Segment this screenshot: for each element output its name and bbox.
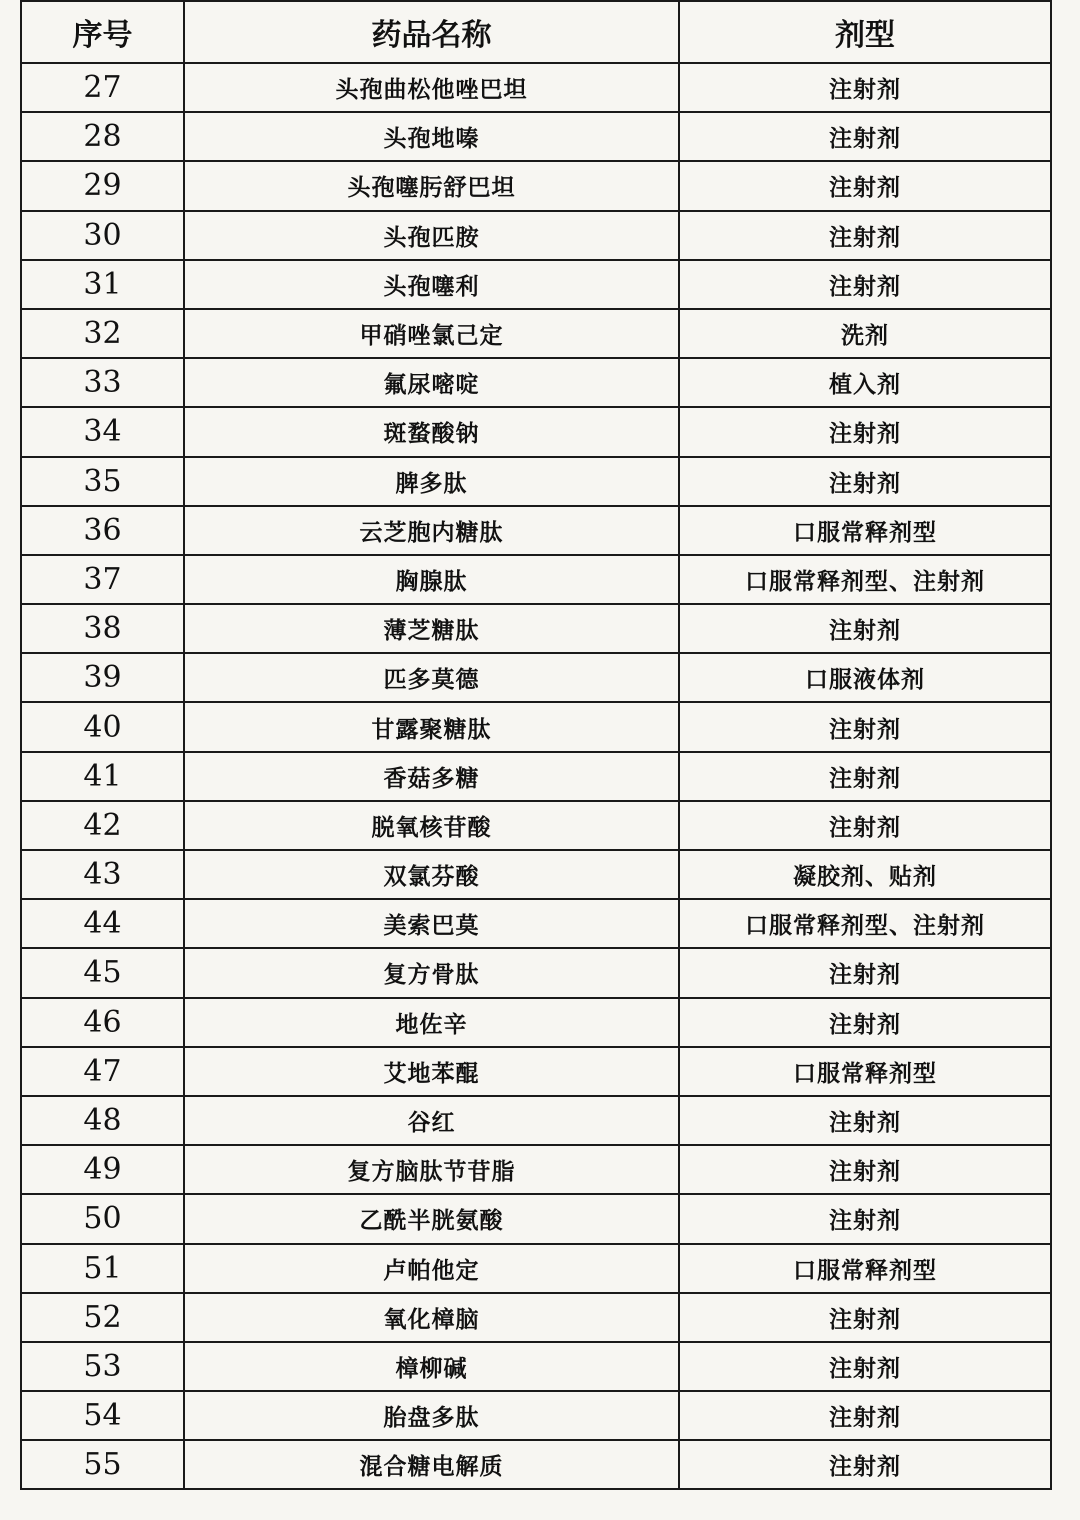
dosage-form: 注射剂	[679, 948, 1051, 997]
table-row	[21, 801, 1051, 850]
table-row	[21, 604, 1051, 653]
dosage-form: 注射剂	[679, 457, 1051, 506]
row-number: 49	[21, 1145, 184, 1194]
drug-name: 脱氧核苷酸	[184, 801, 679, 850]
drug-name: 艾地苯醌	[184, 1047, 679, 1096]
dosage-form: 植入剂	[679, 358, 1051, 407]
table-row	[21, 1145, 1051, 1194]
row-number: 42	[21, 801, 184, 850]
drug-name: 头孢匹胺	[184, 211, 679, 260]
row-number: 46	[21, 998, 184, 1047]
row-number: 45	[21, 948, 184, 997]
row-number: 39	[21, 653, 184, 702]
dosage-form: 凝胶剂、贴剂	[679, 850, 1051, 899]
dosage-form: 口服常释剂型、注射剂	[679, 555, 1051, 604]
dosage-form: 口服液体剂	[679, 653, 1051, 702]
drug-name: 谷红	[184, 1096, 679, 1145]
row-number: 51	[21, 1244, 184, 1293]
dosage-form: 口服常释剂型	[679, 506, 1051, 555]
table-row	[21, 653, 1051, 702]
row-number: 35	[21, 457, 184, 506]
dosage-form: 注射剂	[679, 604, 1051, 653]
dosage-form: 注射剂	[679, 211, 1051, 260]
table-row	[21, 1244, 1051, 1293]
dosage-form: 注射剂	[679, 63, 1051, 112]
header-number: 序号	[21, 1, 184, 63]
table-row	[21, 998, 1051, 1047]
table-row	[21, 1194, 1051, 1243]
drug-name: 氧化樟脑	[184, 1293, 679, 1342]
row-number: 32	[21, 309, 184, 358]
drug-name: 匹多莫德	[184, 653, 679, 702]
drug-name: 头孢噻利	[184, 260, 679, 309]
table-row	[21, 899, 1051, 948]
drug-name: 卢帕他定	[184, 1244, 679, 1293]
table-row	[21, 457, 1051, 506]
row-number: 53	[21, 1342, 184, 1391]
drug-name: 氟尿嘧啶	[184, 358, 679, 407]
dosage-form: 注射剂	[679, 407, 1051, 456]
table-row	[21, 1293, 1051, 1342]
dosage-form: 注射剂	[679, 1096, 1051, 1145]
table-row	[21, 555, 1051, 604]
row-number: 31	[21, 260, 184, 309]
row-number: 28	[21, 112, 184, 161]
table-row	[21, 850, 1051, 899]
row-number: 41	[21, 752, 184, 801]
dosage-form: 注射剂	[679, 161, 1051, 210]
row-number: 43	[21, 850, 184, 899]
drug-name: 双氯芬酸	[184, 850, 679, 899]
table-row	[21, 309, 1051, 358]
table-body	[21, 63, 1051, 1489]
table-row	[21, 506, 1051, 555]
dosage-form: 注射剂	[679, 1440, 1051, 1489]
table-row	[21, 1047, 1051, 1096]
dosage-form: 口服常释剂型、注射剂	[679, 899, 1051, 948]
drug-name: 复方脑肽节苷脂	[184, 1145, 679, 1194]
dosage-form: 注射剂	[679, 702, 1051, 751]
table-row	[21, 407, 1051, 456]
drug-name: 乙酰半胱氨酸	[184, 1194, 679, 1243]
table-row	[21, 260, 1051, 309]
row-number: 36	[21, 506, 184, 555]
drug-name: 复方骨肽	[184, 948, 679, 997]
drug-name: 斑蝥酸钠	[184, 407, 679, 456]
dosage-form: 注射剂	[679, 1145, 1051, 1194]
row-number: 50	[21, 1194, 184, 1243]
dosage-form: 口服常释剂型	[679, 1047, 1051, 1096]
drug-name: 甘露聚糖肽	[184, 702, 679, 751]
dosage-form: 注射剂	[679, 1391, 1051, 1440]
header-row	[21, 1, 1051, 63]
drug-name: 头孢噻肟舒巴坦	[184, 161, 679, 210]
row-number: 33	[21, 358, 184, 407]
row-number: 54	[21, 1391, 184, 1440]
row-number: 27	[21, 63, 184, 112]
row-number: 34	[21, 407, 184, 456]
drug-name: 甲硝唑氯己定	[184, 309, 679, 358]
row-number: 38	[21, 604, 184, 653]
row-number: 44	[21, 899, 184, 948]
table-row	[21, 161, 1051, 210]
dosage-form: 注射剂	[679, 1293, 1051, 1342]
dosage-form: 注射剂	[679, 801, 1051, 850]
drug-name: 美索巴莫	[184, 899, 679, 948]
drug-name: 云芝胞内糖肽	[184, 506, 679, 555]
drug-name: 香菇多糖	[184, 752, 679, 801]
table-row	[21, 63, 1051, 112]
drug-name: 樟柳碱	[184, 1342, 679, 1391]
dosage-form: 注射剂	[679, 752, 1051, 801]
dosage-form: 注射剂	[679, 1342, 1051, 1391]
table-row	[21, 1342, 1051, 1391]
row-number: 47	[21, 1047, 184, 1096]
table-row	[21, 1096, 1051, 1145]
drug-name: 头孢曲松他唑巴坦	[184, 63, 679, 112]
drug-name: 胸腺肽	[184, 555, 679, 604]
row-number: 52	[21, 1293, 184, 1342]
drug-name: 胎盘多肽	[184, 1391, 679, 1440]
table-header	[21, 1, 1051, 63]
table-row	[21, 211, 1051, 260]
row-number: 55	[21, 1440, 184, 1489]
drug-name: 混合糖电解质	[184, 1440, 679, 1489]
drug-name: 头孢地嗪	[184, 112, 679, 161]
drug-name: 地佐辛	[184, 998, 679, 1047]
dosage-form: 注射剂	[679, 112, 1051, 161]
table-row	[21, 112, 1051, 161]
table-row	[21, 702, 1051, 751]
row-number: 40	[21, 702, 184, 751]
dosage-form: 注射剂	[679, 998, 1051, 1047]
table-row	[21, 358, 1051, 407]
header-drug-name: 药品名称	[184, 1, 679, 63]
dosage-form: 洗剂	[679, 309, 1051, 358]
dosage-form: 注射剂	[679, 260, 1051, 309]
drug-name: 脾多肽	[184, 457, 679, 506]
table-row	[21, 1440, 1051, 1489]
table-row	[21, 948, 1051, 997]
drug-name: 薄芝糖肽	[184, 604, 679, 653]
row-number: 48	[21, 1096, 184, 1145]
drug-list-table	[20, 0, 1052, 1490]
row-number: 37	[21, 555, 184, 604]
table-row	[21, 752, 1051, 801]
table-row	[21, 1391, 1051, 1440]
dosage-form: 口服常释剂型	[679, 1244, 1051, 1293]
dosage-form: 注射剂	[679, 1194, 1051, 1243]
header-dosage-form: 剂型	[679, 1, 1051, 63]
row-number: 29	[21, 161, 184, 210]
row-number: 30	[21, 211, 184, 260]
